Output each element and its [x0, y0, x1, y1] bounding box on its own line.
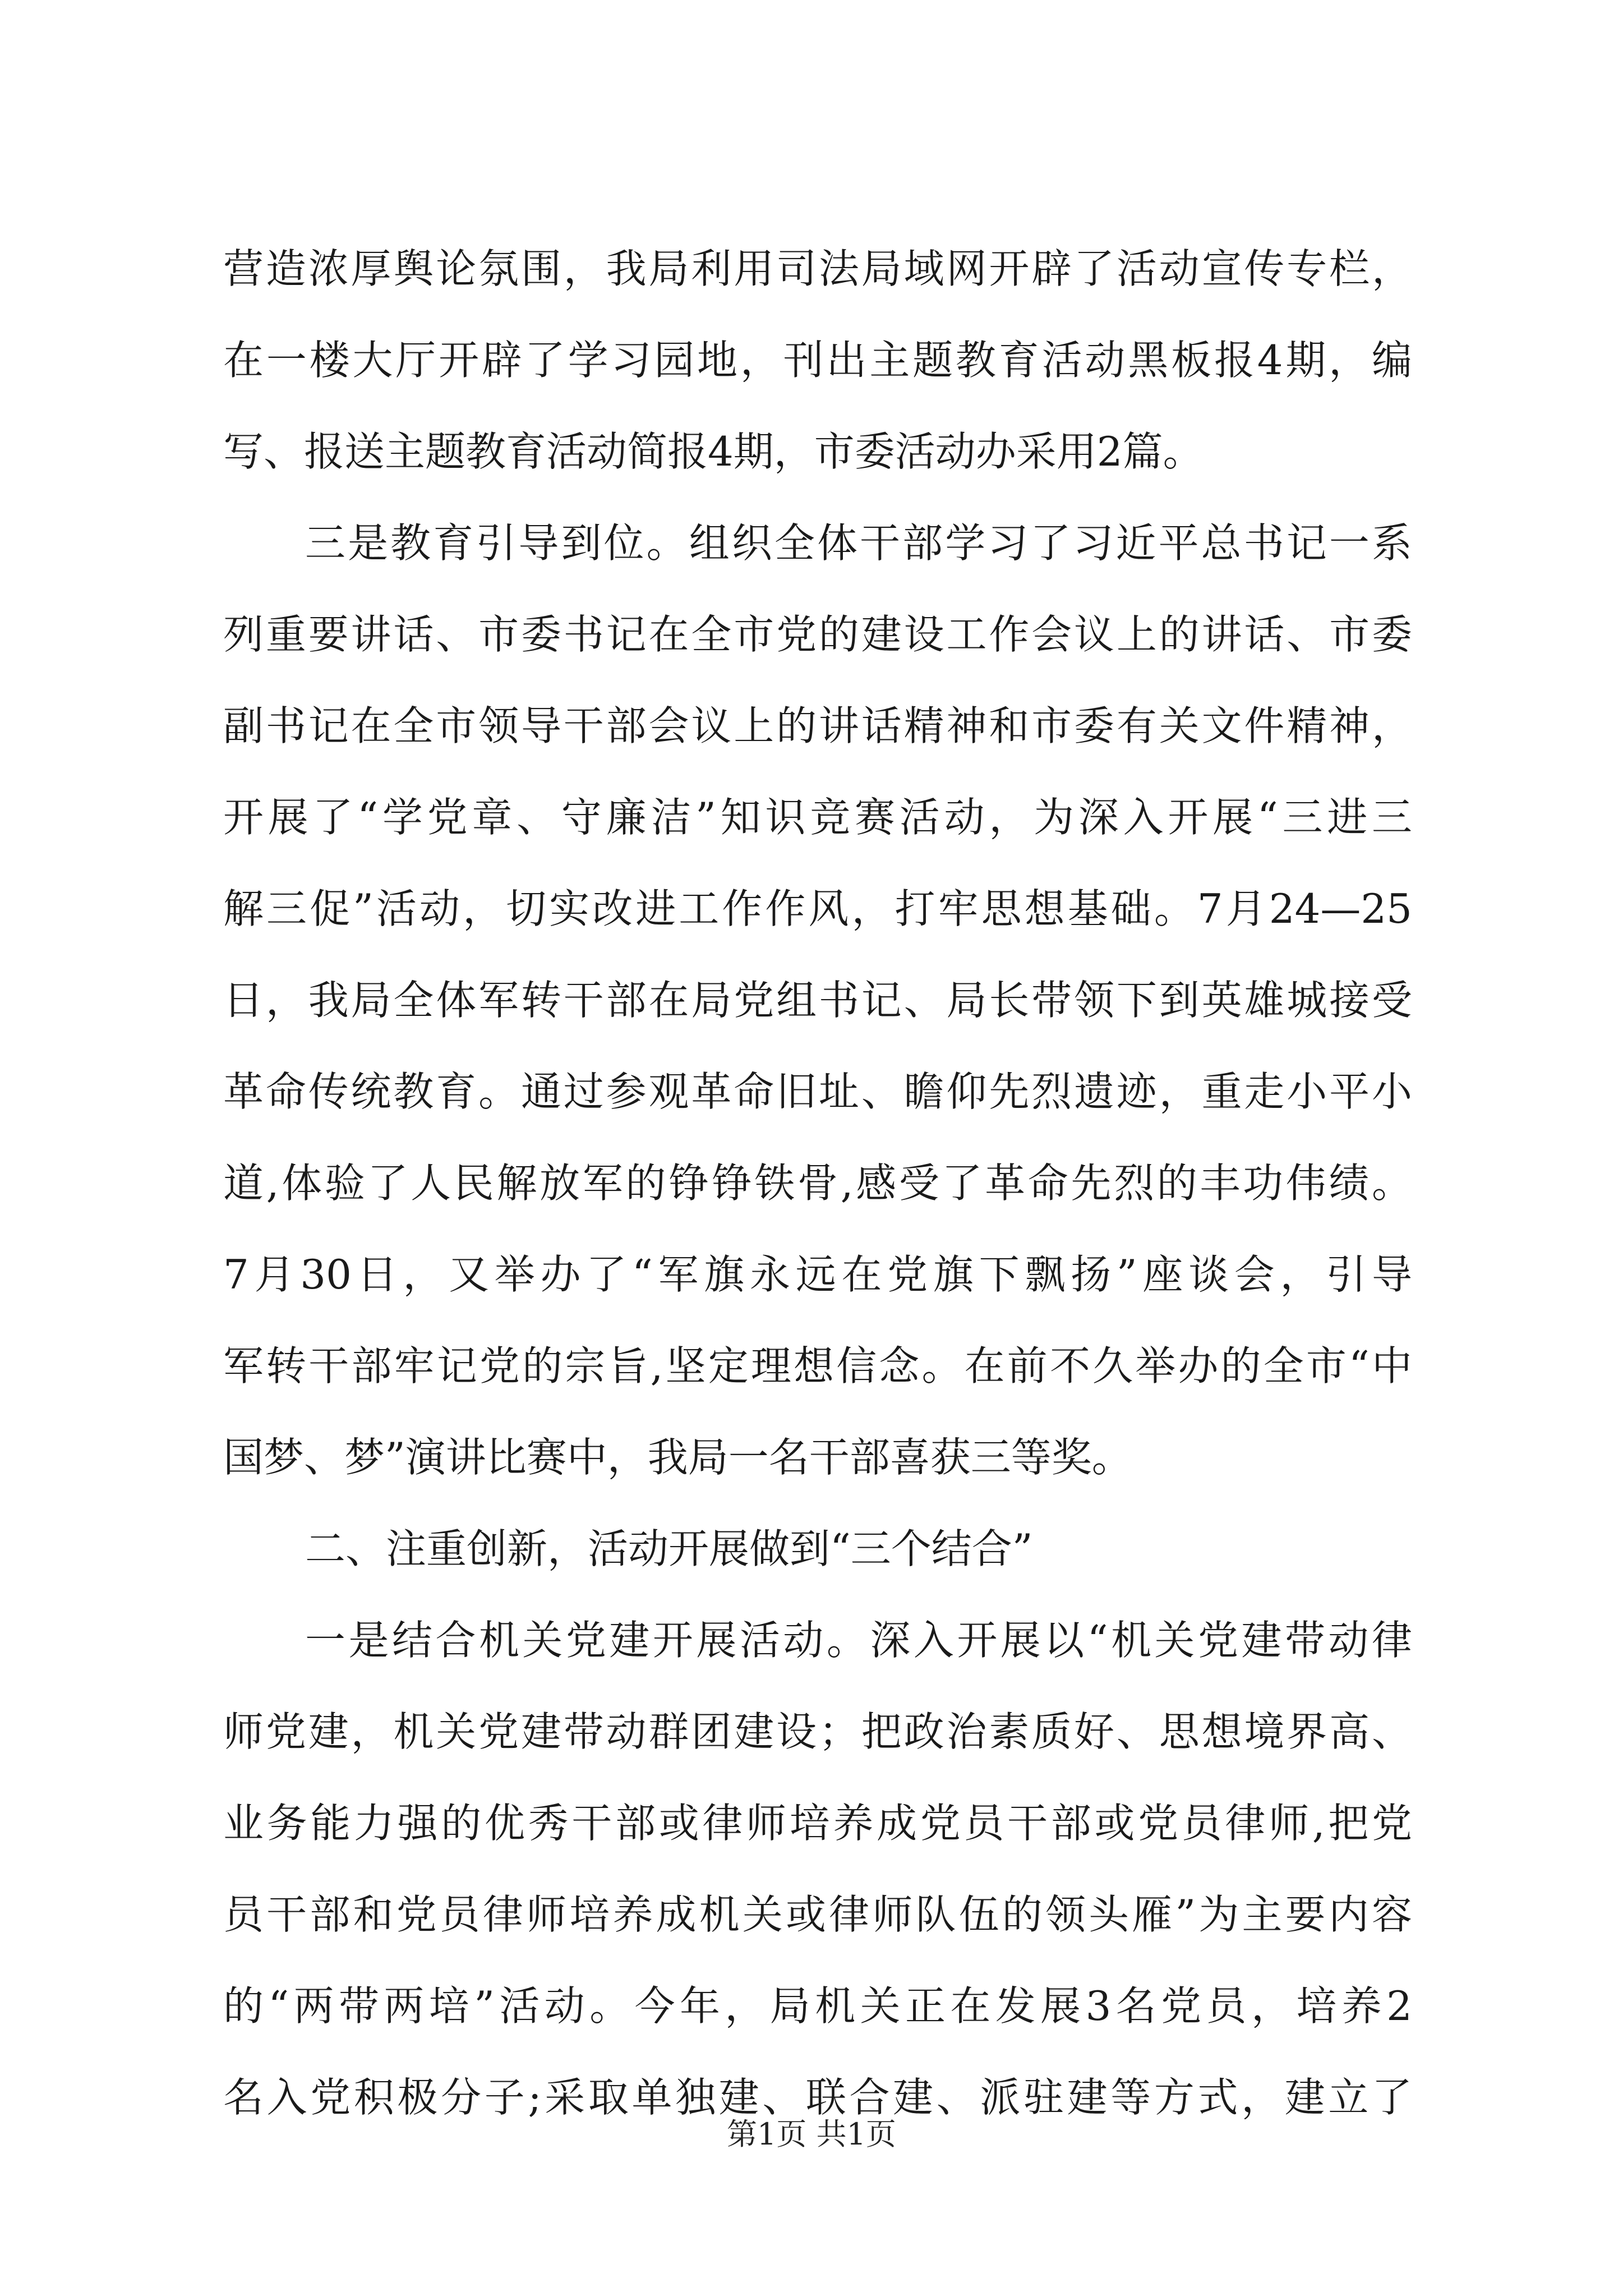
page-number-label: 第1页 共1页	[727, 2116, 896, 2152]
text-line: 开展了“学党章、守廉洁”知识竞赛活动，为深入开展“三进三	[223, 794, 1412, 841]
text-line: 军转干部牢记党的宗旨,坚定理想信念。在前不久举办的全市“中	[223, 1342, 1412, 1389]
text-line: 一是结合机关党建开展活动。深入开展以“机关党建带动律	[305, 1617, 1412, 1664]
text-line: 革命传统教育。通过参观革命旧址、瞻仰先烈遗迹，重走小平小	[223, 1068, 1412, 1115]
text-line: 国梦、梦”演讲比赛中，我局一名干部喜获三等奖。	[223, 1434, 1132, 1481]
text-line: 营造浓厚舆论氛围，我局利用司法局域网开辟了活动宣传专栏，	[223, 245, 1412, 292]
text-line: 员干部和党员律师培养成机关或律师队伍的领头雁”为主要内容	[223, 1891, 1412, 1938]
text-line: 三是教育引导到位。组织全体干部学习了习近平总书记一系	[305, 519, 1412, 567]
text-line: 解三促”活动，切实改进工作作风，打牢思想基础。7月24—25	[223, 885, 1412, 932]
text-line: 副书记在全市领导干部会议上的讲话精神和市委有关文件精神，	[223, 702, 1412, 749]
text-line: 道,体验了人民解放军的铮铮铁骨,感受了革命先烈的丰功伟绩。	[223, 1159, 1412, 1207]
text-line: 的“两带两培”活动。今年，局机关正在发展3名党员，培养2	[223, 1982, 1412, 2030]
section-heading: 二、注重创新，活动开展做到“三个结合”	[305, 1525, 1033, 1572]
text-line: 师党建，机关党建带动群团建设；把政治素质好、思想境界高、	[223, 1708, 1412, 1755]
text-line: 业务能力强的优秀干部或律师培养成党员干部或党员律师,把党	[223, 1800, 1412, 1847]
text-line: 在一楼大厅开辟了学习园地，刊出主题教育活动黑板报4期，编	[223, 337, 1412, 384]
text-line: 写、报送主题教育活动简报4期，市委活动办采用2篇。	[223, 428, 1204, 475]
text-line: 名入党积极分子;采取单独建、联合建、派驻建等方式，建立了	[223, 2074, 1412, 2121]
page-footer	[0, 2115, 1623, 2154]
document-body	[223, 223, 1412, 2143]
text-line: 列重要讲话、市委书记在全市党的建设工作会议上的讲话、市委	[223, 611, 1412, 658]
text-line: 日，我局全体军转干部在局党组书记、局长带领下到英雄城接受	[223, 977, 1412, 1024]
text-line: 7月30日，又举办了“军旗永远在党旗下飘扬”座谈会，引导	[223, 1251, 1412, 1298]
